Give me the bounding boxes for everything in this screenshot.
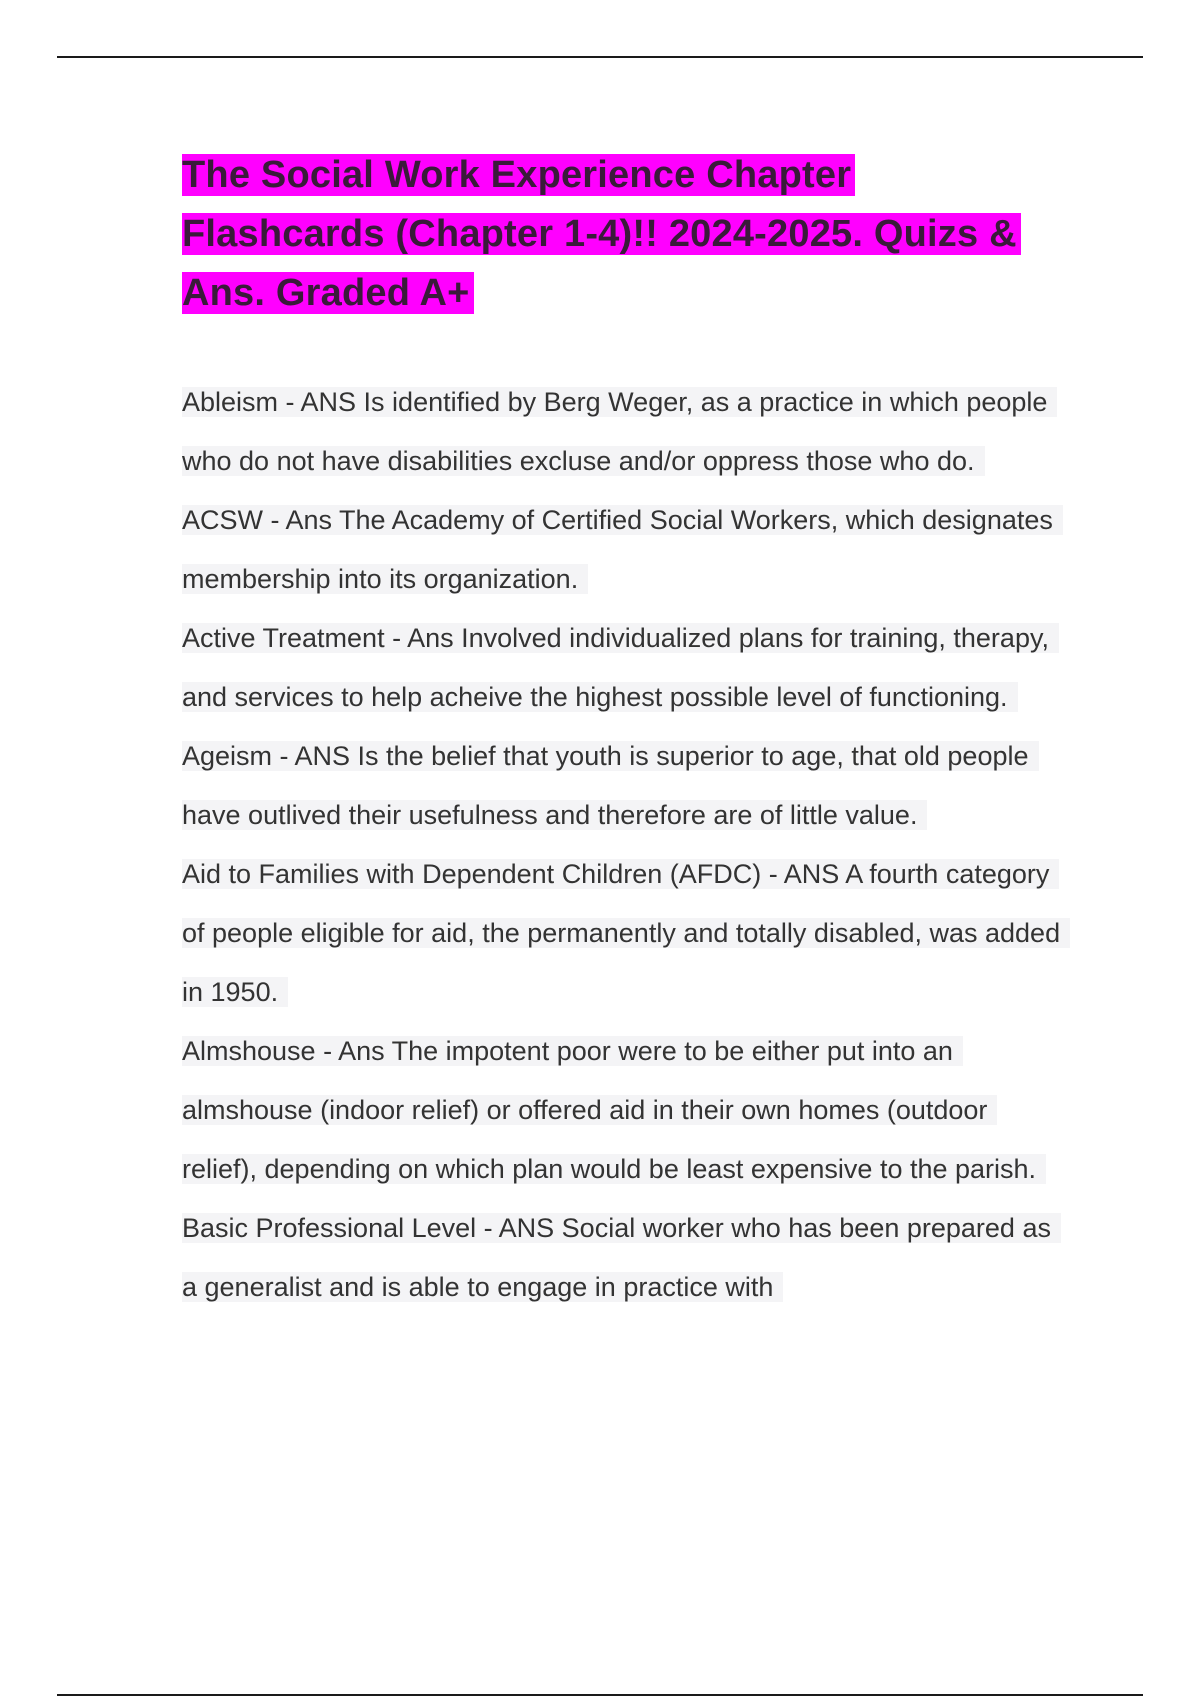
document-body xyxy=(182,146,1062,1317)
title-highlight: The Social Work Experience Chapter Flashcards (Chapter 1-4)!! 2024-2025. Quizs & Ans. Graded A+ xyxy=(182,154,1021,314)
flashcard-text: Ableism - ANS Is identified by Berg Weger, as a practice in which people who do not have disabilities excluse and/or oppress those who do. xyxy=(182,387,1057,476)
flashcard-text: Almshouse - Ans The impotent poor were to be either put into an almshouse (indoor relief) or offered aid in their own homes (outdoor relief), depending on which plan would be least expensive to the parish. xyxy=(182,1036,1046,1184)
flashcard-entry xyxy=(182,373,1062,491)
bottom-rule xyxy=(57,1694,1143,1696)
flashcard-entry xyxy=(182,727,1062,845)
document-title xyxy=(182,146,1062,323)
flashcard-text: Basic Professional Level - ANS Social worker who has been prepared as a generalist and is able to engage in practice with xyxy=(182,1213,1061,1302)
flashcard-entry xyxy=(182,845,1062,1022)
flashcard-entry xyxy=(182,1022,1062,1199)
flashcard-text: Active Treatment - Ans Involved individualized plans for training, therapy, and services to help acheive the highest possible level of functioning. xyxy=(182,623,1059,712)
flashcard-text: Aid to Families with Dependent Children (AFDC) - ANS A fourth category of people eligible for aid, the permanently and totally disabled, was added in 1950. xyxy=(182,859,1070,1007)
flashcard-entry xyxy=(182,1199,1062,1317)
flashcard-list xyxy=(182,373,1062,1317)
top-rule xyxy=(57,56,1143,58)
flashcard-entry xyxy=(182,491,1062,609)
flashcard-text: Ageism - ANS Is the belief that youth is superior to age, that old people have outlived their usefulness and therefore are of little value. xyxy=(182,741,1039,830)
flashcard-entry xyxy=(182,609,1062,727)
flashcard-text: ACSW - Ans The Academy of Certified Social Workers, which designates membership into its organization. xyxy=(182,505,1063,594)
